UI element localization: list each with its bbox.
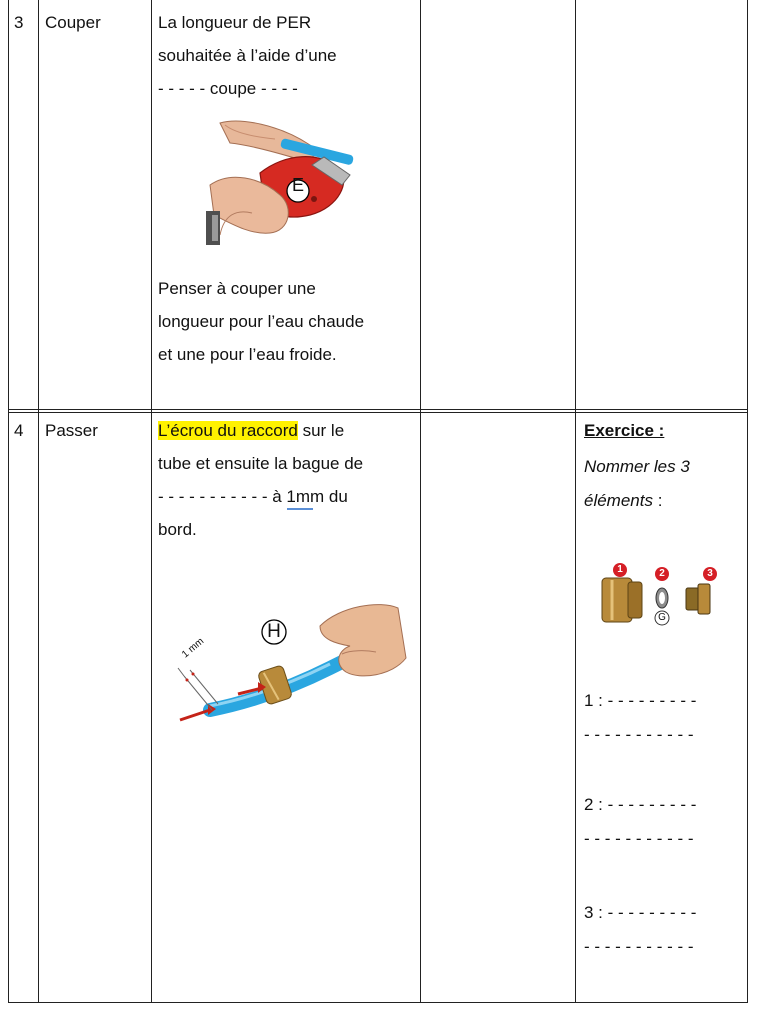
exercise-instruction: Nommer les 3 xyxy=(584,457,690,476)
grid-line xyxy=(8,0,9,1003)
part-badge-2: 2 xyxy=(659,568,665,579)
grid-line xyxy=(575,0,576,1003)
text-line: - - - - - - - - - - - à 1mm du xyxy=(158,487,348,506)
grid-line xyxy=(747,0,748,1003)
step-note xyxy=(158,272,364,371)
text-line: longueur pour l’eau chaude xyxy=(158,312,365,331)
text-line: souhaitée à l’aide d’une xyxy=(158,46,337,65)
part-badge-1: 1 xyxy=(617,564,623,575)
image-label-e: E xyxy=(291,175,304,195)
part-badge-3: 3 xyxy=(707,568,713,579)
dimension-label: 1 mm xyxy=(180,635,207,661)
image-label-h: H xyxy=(267,621,281,642)
grid-line xyxy=(8,412,748,413)
text-fragment: éléments xyxy=(584,491,653,510)
grid-line xyxy=(420,0,421,1003)
spellcheck-underline xyxy=(287,508,313,510)
answer-line: 3 : - - - - - - - - - xyxy=(584,903,697,922)
text-line: - - - - - coupe - - - - xyxy=(158,79,298,98)
part-label-g: G xyxy=(658,612,666,623)
grid-line xyxy=(8,1002,748,1003)
text-line xyxy=(158,414,363,447)
text-line: tube et ensuite la bague de xyxy=(158,454,364,473)
step-verb: Passer xyxy=(45,421,98,440)
step-verb: Couper xyxy=(45,13,101,32)
text-fragment: : xyxy=(652,491,663,510)
grid-line xyxy=(38,0,39,1003)
step-number: 4 xyxy=(14,421,24,440)
tube-fitting-illustration xyxy=(170,598,410,748)
exercise-instruction xyxy=(584,484,662,517)
text-line: et une pour l’eau froide. xyxy=(158,345,337,364)
highlighted-term: L’écrou du raccord xyxy=(158,421,298,440)
answer-line: - - - - - - - - - - - xyxy=(584,937,694,956)
answer-line: - - - - - - - - - - - xyxy=(584,725,694,744)
answer-line: - - - - - - - - - - - xyxy=(584,829,694,848)
answer-line: 2 : - - - - - - - - - xyxy=(584,795,697,814)
grid-line xyxy=(151,0,152,1003)
step-description xyxy=(158,6,337,105)
text-fragment: sur le xyxy=(297,421,345,440)
answer-line: 1 : - - - - - - - - - xyxy=(584,691,697,710)
text-line: Penser à couper une xyxy=(158,279,316,298)
grid-line xyxy=(8,409,748,410)
pipe-cutter-illustration xyxy=(200,115,370,255)
step-number: 3 xyxy=(14,13,24,32)
step-description xyxy=(158,414,363,546)
exercise-title: Exercice : xyxy=(584,421,665,440)
text-line: bord. xyxy=(158,520,197,539)
text-line: La longueur de PER xyxy=(158,13,312,32)
